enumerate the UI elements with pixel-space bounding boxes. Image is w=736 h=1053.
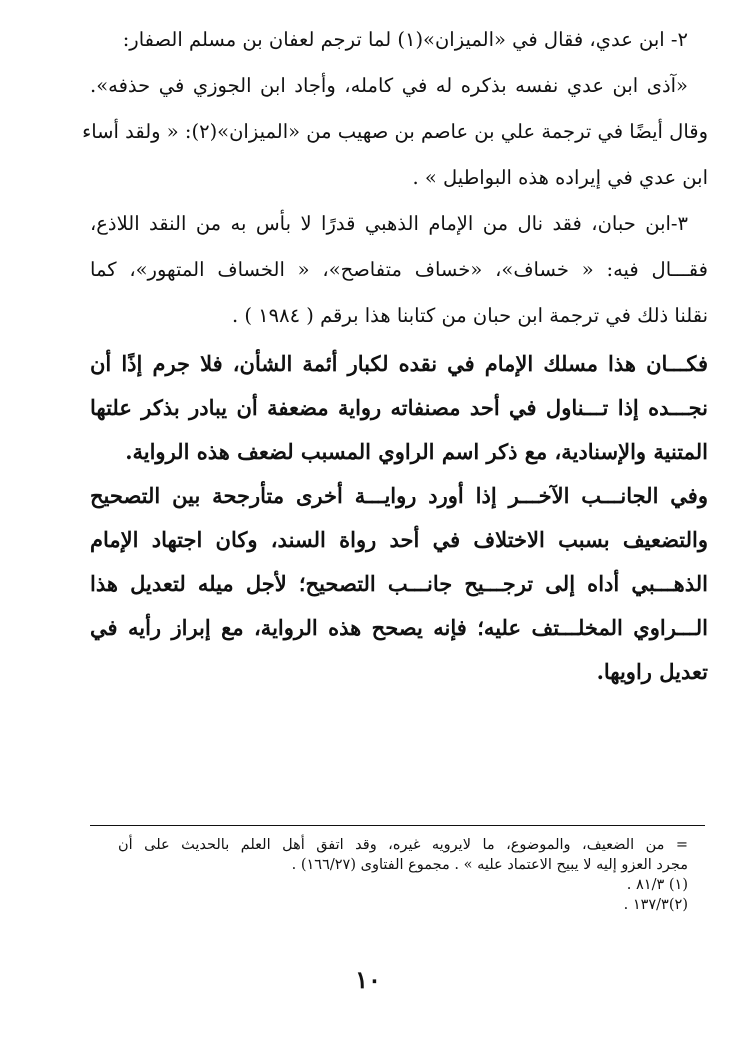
text-line: نجـــده إذا تـــناول في أحد مصنفاته رواية مضعفة أن يبادر بذكر علتها [90,395,708,420]
text-line: وفي الجانـــب الآخـــر إذا أورد روايـــة أخرى متأرجحة بين التصحيح [90,483,708,508]
text-line: ٢- ابن عدي، فقال في «الميزان»(١) لما ترجم لعفان بن مسلم الصفار: [122,28,688,51]
body-text [82,28,708,702]
text-line: «آذى ابن عدي نفسه بذكره له في كامله، وأجاد ابن الجوزي في حذفه». [90,74,688,97]
footnote-line: (٢)١٣٧/٣ . [623,897,688,913]
text-line: ابن عدي في إيراده هذه البواطيل » . [412,166,708,189]
text-line: تعديل راويها. [596,659,708,684]
text-line: ٣-ابن حبان، فقد نال من الإمام الذهبي قدرًا لا بأس به من النقد اللاذع، [90,212,688,235]
text-line: نقلنا ذلك في ترجمة ابن حبان من كتابنا هذا برقم ( ١٩٨٤ ) . [231,304,708,327]
text-line: الـــراوي المخلـــتف عليه؛ فإنه يصحح هذه الرواية، مع إبراز رأيه في [90,615,708,640]
footnote-line: (١) ٨١/٣ . [626,877,688,893]
text-line: المتنية والإسنادية، مع ذكر اسم الراوي المسبب لضعف هذه الرواية. [125,439,708,464]
page-number: ١٠ [355,965,381,994]
footnote-line: مجرد العزو إليه لا يبيح الاعتماد عليه » . مجموع الفتاوى (١٦٦/٢٧) . [291,857,688,873]
footnotes [118,835,688,915]
footnote-line: = من الضعيف، والموضوع، ما لايرويه غيره، وقد اتفق أهل العلم بالحديث على أن [118,837,688,853]
text-line: وقال أيضًا في ترجمة علي بن عاصم بن صهيب من «الميزان»(٢): « ولقد أساء [82,120,708,143]
footnote-separator [90,825,705,826]
text-line: الذهـــبي أداه إلى ترجـــيح جانـــب التصحيح؛ لأجل ميله لتعديل هذا [90,571,708,596]
text-line: فكـــان هذا مسلك الإمام في نقده لكبار أئمة الشأن، فلا جرم إذًا أن [90,351,708,376]
text-line: فقـــال فيه: « خساف»، «خساف متفاصح»، « الخساف المتهور»، كما [90,258,708,281]
text-line: والتضعيف بسبب الاختلاف في أحد رواة السند، وكان اجتهاد الإمام [90,527,708,552]
